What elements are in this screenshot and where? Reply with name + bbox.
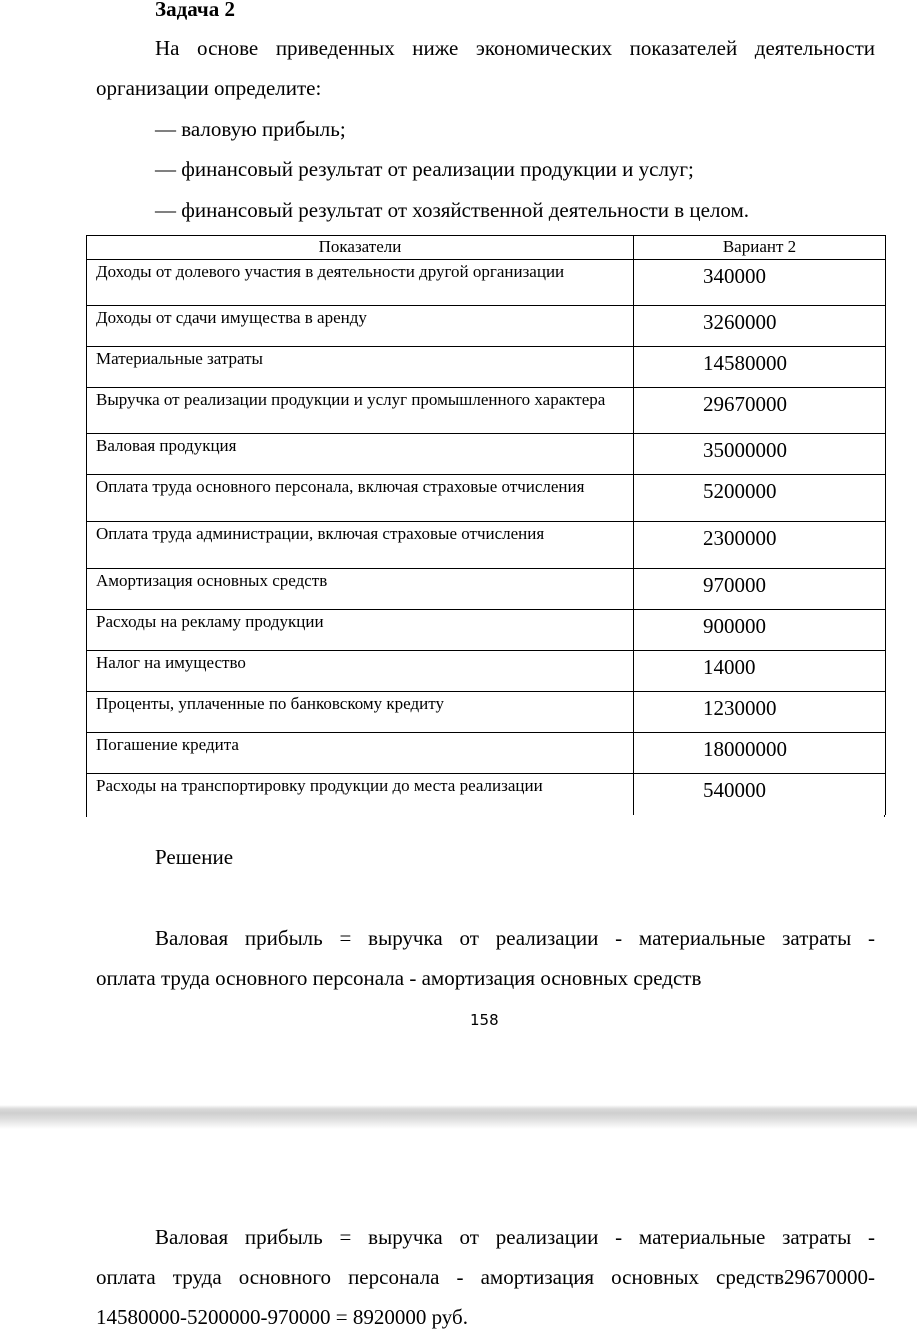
indicator-value: 35000000 bbox=[634, 434, 886, 475]
table-row bbox=[87, 651, 886, 692]
indicator-value: 14580000 bbox=[634, 347, 886, 388]
indicator-name: Погашение кредита bbox=[87, 733, 634, 774]
formula-line-2: оплата труда основного персонала - амортизация основных средств bbox=[96, 966, 702, 990]
table-row bbox=[87, 522, 886, 569]
indicator-value: 1230000 bbox=[634, 692, 886, 733]
table-row bbox=[87, 260, 886, 306]
indicator-name: Налог на имущество bbox=[87, 651, 634, 692]
indicator-name: Выручка от реализации продукции и услуг промышленного характера bbox=[87, 388, 634, 434]
indicator-value: 970000 bbox=[634, 569, 886, 610]
indicator-value: 340000 bbox=[634, 260, 886, 306]
indicator-value: 14000 bbox=[634, 651, 886, 692]
indicator-name: Доходы от сдачи имущества в аренду bbox=[87, 306, 634, 347]
indicator-value: 5200000 bbox=[634, 475, 886, 522]
intro-line-2: организации определите: bbox=[96, 76, 322, 100]
table-row bbox=[87, 692, 886, 733]
page2-formula-line-2: оплата труда основного персонала - амортизация основных средств29670000- bbox=[96, 1265, 875, 1289]
indicator-name: Валовая продукция bbox=[87, 434, 634, 475]
intro-line-1: На основе приведенных ниже экономических показателей деятельности bbox=[155, 36, 875, 60]
indicator-name: Материальные затраты bbox=[87, 347, 634, 388]
table-row bbox=[87, 569, 886, 610]
table-row bbox=[87, 434, 886, 475]
table-row bbox=[87, 733, 886, 774]
indicator-value: 540000 bbox=[634, 774, 886, 815]
table-row bbox=[87, 610, 886, 651]
page-number: 158 bbox=[470, 1011, 499, 1029]
indicator-value: 29670000 bbox=[634, 388, 886, 434]
indicator-value: 2300000 bbox=[634, 522, 886, 569]
indicator-name: Оплата труда основного персонала, включая страховые отчисления bbox=[87, 475, 634, 522]
indicator-name: Доходы от долевого участия в деятельности другой организации bbox=[87, 260, 634, 306]
table-row bbox=[87, 475, 886, 522]
indicator-name: Амортизация основных средств bbox=[87, 569, 634, 610]
formula-line-1: Валовая прибыль = выручка от реализации - материальные затраты - bbox=[155, 926, 875, 950]
solution-heading: Решение bbox=[155, 845, 234, 869]
table-row bbox=[87, 347, 886, 388]
page2-formula-line-1: Валовая прибыль = выручка от реализации - материальные затраты - bbox=[155, 1225, 875, 1249]
indicator-value: 900000 bbox=[634, 610, 886, 651]
task-title: Задача 2 bbox=[155, 0, 235, 21]
table-bottom-left-tick bbox=[86, 815, 87, 817]
table-header-row bbox=[87, 236, 886, 260]
table-bottom-right-tick bbox=[884, 815, 885, 817]
header-indicators: Показатели bbox=[87, 236, 634, 260]
table-row bbox=[87, 306, 886, 347]
indicators-table bbox=[86, 235, 886, 815]
indicator-name: Оплата труда администрации, включая страховые отчисления bbox=[87, 522, 634, 569]
task-item-2: — финансовый результат от реализации продукции и услуг; bbox=[155, 157, 694, 181]
indicator-value: 3260000 bbox=[634, 306, 886, 347]
indicator-name: Расходы на рекламу продукции bbox=[87, 610, 634, 651]
page-separator bbox=[0, 1105, 917, 1129]
task-item-3: — финансовый результат от хозяйственной деятельности в целом. bbox=[155, 198, 750, 222]
indicator-value: 18000000 bbox=[634, 733, 886, 774]
header-variant: Вариант 2 bbox=[634, 236, 886, 260]
page2-formula-line-3: 14580000-5200000-970000 = 8920000 руб. bbox=[96, 1305, 468, 1329]
table-row bbox=[87, 774, 886, 815]
indicator-name: Проценты, уплаченные по банковскому кредиту bbox=[87, 692, 634, 733]
task-item-1: — валовую прибыль; bbox=[155, 117, 346, 141]
indicator-name: Расходы на транспортировку продукции до места реализации bbox=[87, 774, 634, 815]
table-row bbox=[87, 388, 886, 434]
